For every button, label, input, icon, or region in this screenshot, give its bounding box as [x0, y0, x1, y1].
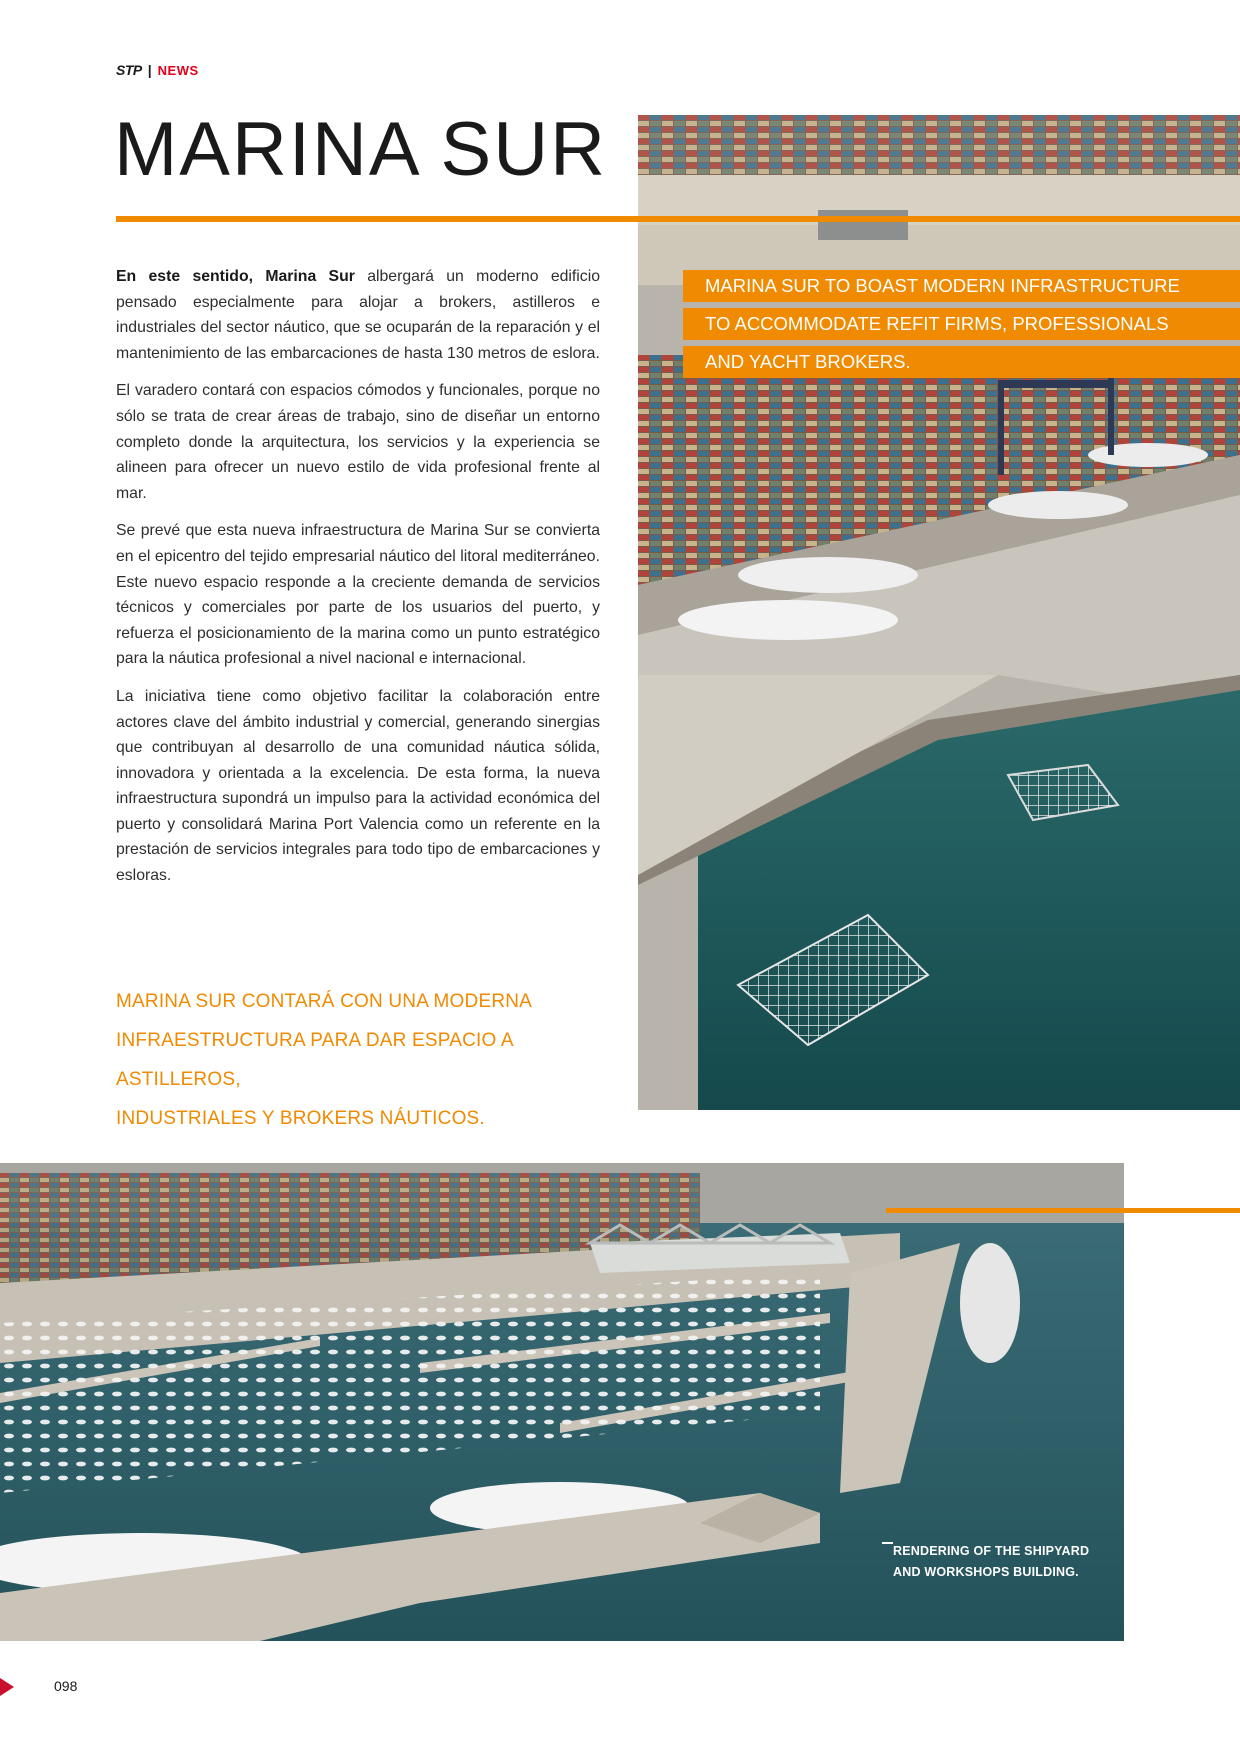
paragraph-1-lead: En este sentido, Marina Sur	[116, 268, 355, 285]
page-number: 098	[54, 1678, 78, 1694]
bottom-rule	[886, 1208, 1240, 1213]
page-header	[116, 63, 199, 77]
callout-line-3: AND YACHT BROKERS.	[683, 346, 1240, 378]
paragraph-4: La iniciativa tiene como objetivo facilitar la colaboración entre actores clave del ámbito industrial y comercial, generando sinergias que contribuyan al desarrollo de una comunidad náutica sólida, innovadora y orientada a la excelencia. De esta forma, la nueva infraestructura supondrá un impulso para la actividad económica del puerto y consolidará Marina Port Valencia como un referente en la prestación de servicios integrales para todo tipo de embarcaciones y esloras.	[116, 687, 600, 885]
callout-box	[683, 270, 1240, 384]
title-rule	[116, 216, 1240, 222]
paragraph-2: El varadero contará con espacios cómodos y funcionales, porque no sólo se trata de crear áreas de trabajo, sino de diseñar un entorno completo donde la arquitectura, los servicios y la experiencia se alineen para ofrecer un nuevo estilo de vida profesional frente al mar.	[116, 382, 600, 502]
pull-quote	[116, 982, 616, 1138]
caption-dash	[882, 1542, 893, 1544]
callout-line-2: TO ACCOMMODATE REFIT FIRMS, PROFESSIONALS	[683, 308, 1240, 340]
pull-quote-line-2: INFRAESTRUCTURA PARA DAR ESPACIO A ASTILLEROS,	[116, 1030, 513, 1090]
pull-quote-line-3: INDUSTRIALES Y BROKERS NÁUTICOS.	[116, 1108, 485, 1129]
header-separator: |	[147, 62, 152, 78]
aerial-photo-shipyard	[638, 115, 1240, 1110]
paragraph-1-text: albergará un moderno edificio pensado especialmente para alojar a brokers, astilleros e industriales del sector náutico, que se ocuparán de la reparación y el mantenimiento de las embarcaciones de hasta 130 metros de eslora.	[116, 268, 600, 362]
page-marker-triangle-icon	[0, 1678, 14, 1696]
article-body	[116, 264, 600, 901]
aerial-photo-shipyard-image	[638, 115, 1240, 1110]
article-title: MARINA SUR	[114, 107, 607, 192]
paragraph-1	[116, 264, 600, 366]
paragraph-3: Se prevé que esta nueva infraestructura de Marina Sur se convierta en el epicentro del tejido empresarial náutico del litoral mediterráneo. Este nuevo espacio responde a la creciente demanda de servicios técnicos y comerciales por parte de los usuarios del puerto, y refuerza el posicionamiento de la marina como un punto estratégico para la náutica profesional a nivel nacional e internacional.	[116, 522, 600, 668]
brand-logo: STP	[116, 62, 142, 78]
pull-quote-line-1: MARINA SUR CONTARÁ CON UNA MODERNA	[116, 991, 533, 1012]
caption-line-1: RENDERING OF THE SHIPYARD	[893, 1544, 1090, 1558]
callout-line-1: MARINA SUR TO BOAST MODERN INFRASTRUCTURE	[683, 270, 1240, 302]
section-label: NEWS	[157, 62, 199, 78]
caption-line-2: AND WORKSHOPS BUILDING.	[893, 1565, 1079, 1579]
photo-caption	[893, 1541, 1089, 1583]
